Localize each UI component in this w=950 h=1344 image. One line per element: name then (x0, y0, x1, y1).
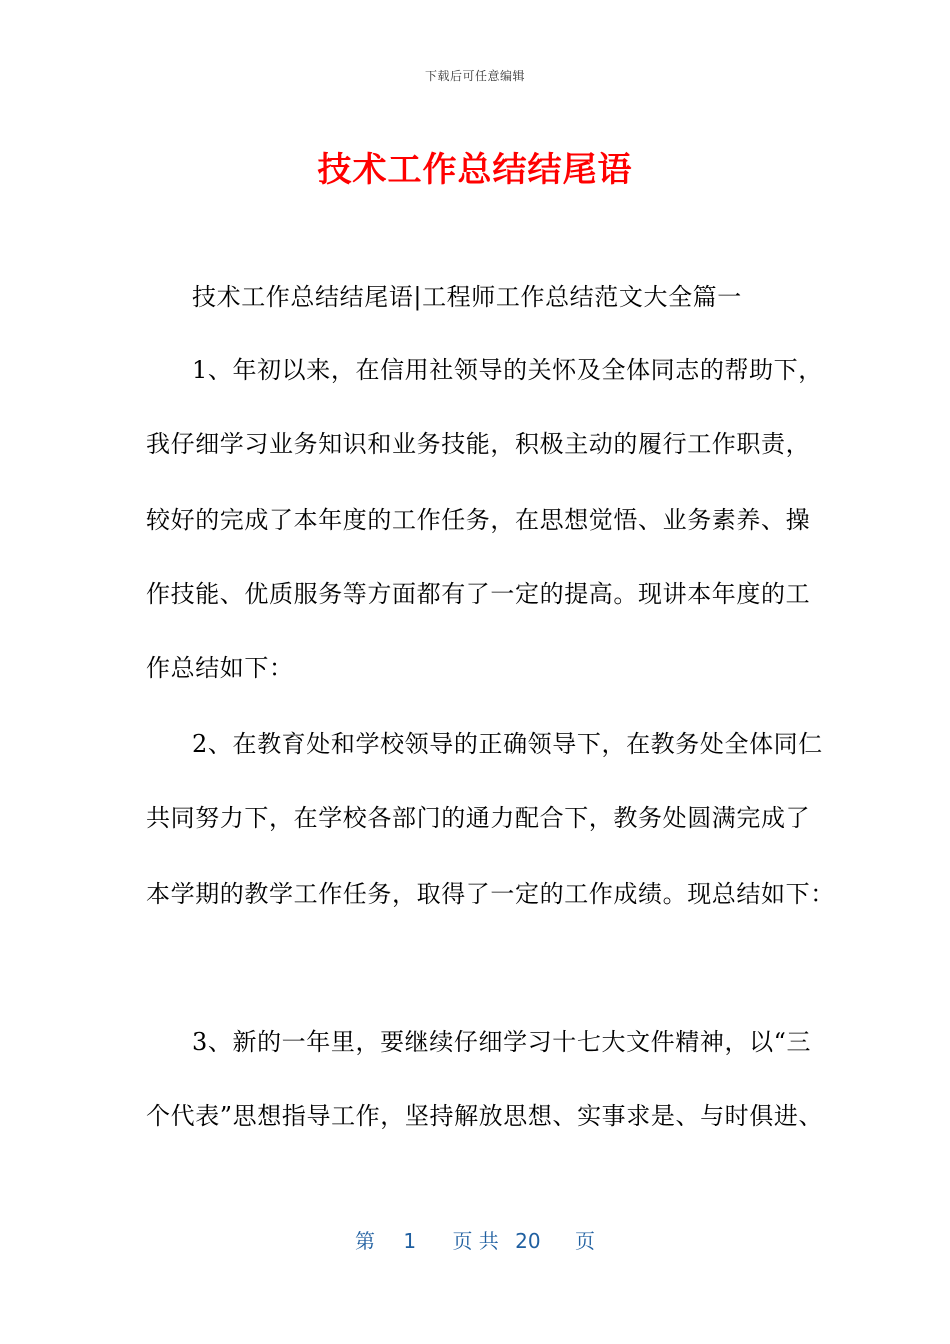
page-footer (0, 1225, 950, 1254)
footer-page-suffix: 页 (574, 1229, 595, 1253)
footer-total-pages: 20 (515, 1229, 541, 1253)
footer-page-number: 1 (403, 1229, 417, 1253)
subtitle-line: 技术工作总结结尾语|工程师工作总结范文大全篇一 (192, 283, 742, 311)
document-title: 技术工作总结结尾语 (317, 150, 633, 190)
paragraph-3-line-2: 个代表”思想指导工作，坚持解放思想、实事求是、与时俱进、 (146, 1102, 824, 1130)
paragraph-1-line-1: 1、年初以来，在信用社领导的关怀及全体同志的帮助下， (192, 356, 823, 384)
paragraph-1-line-3: 较好的完成了本年度的工作任务，在思想觉悟、业务素养、操 (146, 506, 811, 534)
footer-page-prefix: 第 (355, 1229, 375, 1253)
footer-page-mid: 页 共 (452, 1229, 499, 1253)
paragraph-1-line-5: 作总结如下： (146, 654, 294, 682)
paragraph-2-line-3: 本学期的教学工作任务，取得了一定的工作成绩。现总结如下： (146, 880, 835, 908)
download-note: 下载后可任意编辑 (424, 69, 525, 83)
paragraph-2-line-1: 2、在教育处和学校领导的正确领导下，在教务处全体同仁 (192, 730, 823, 758)
paragraph-3-line-1: 3、新的一年里，要继续仔细学习十七大文件精神，以“三 (192, 1028, 812, 1056)
paragraph-2-line-2: 共同努力下，在学校各部门的通力配合下，教务处圆满完成了 (146, 804, 811, 832)
paragraph-1-line-2: 我仔细学习业务知识和业务技能，积极主动的履行工作职责， (146, 430, 811, 458)
paragraph-1-line-4: 作技能、优质服务等方面都有了一定的提高。现讲本年度的工 (146, 580, 811, 608)
